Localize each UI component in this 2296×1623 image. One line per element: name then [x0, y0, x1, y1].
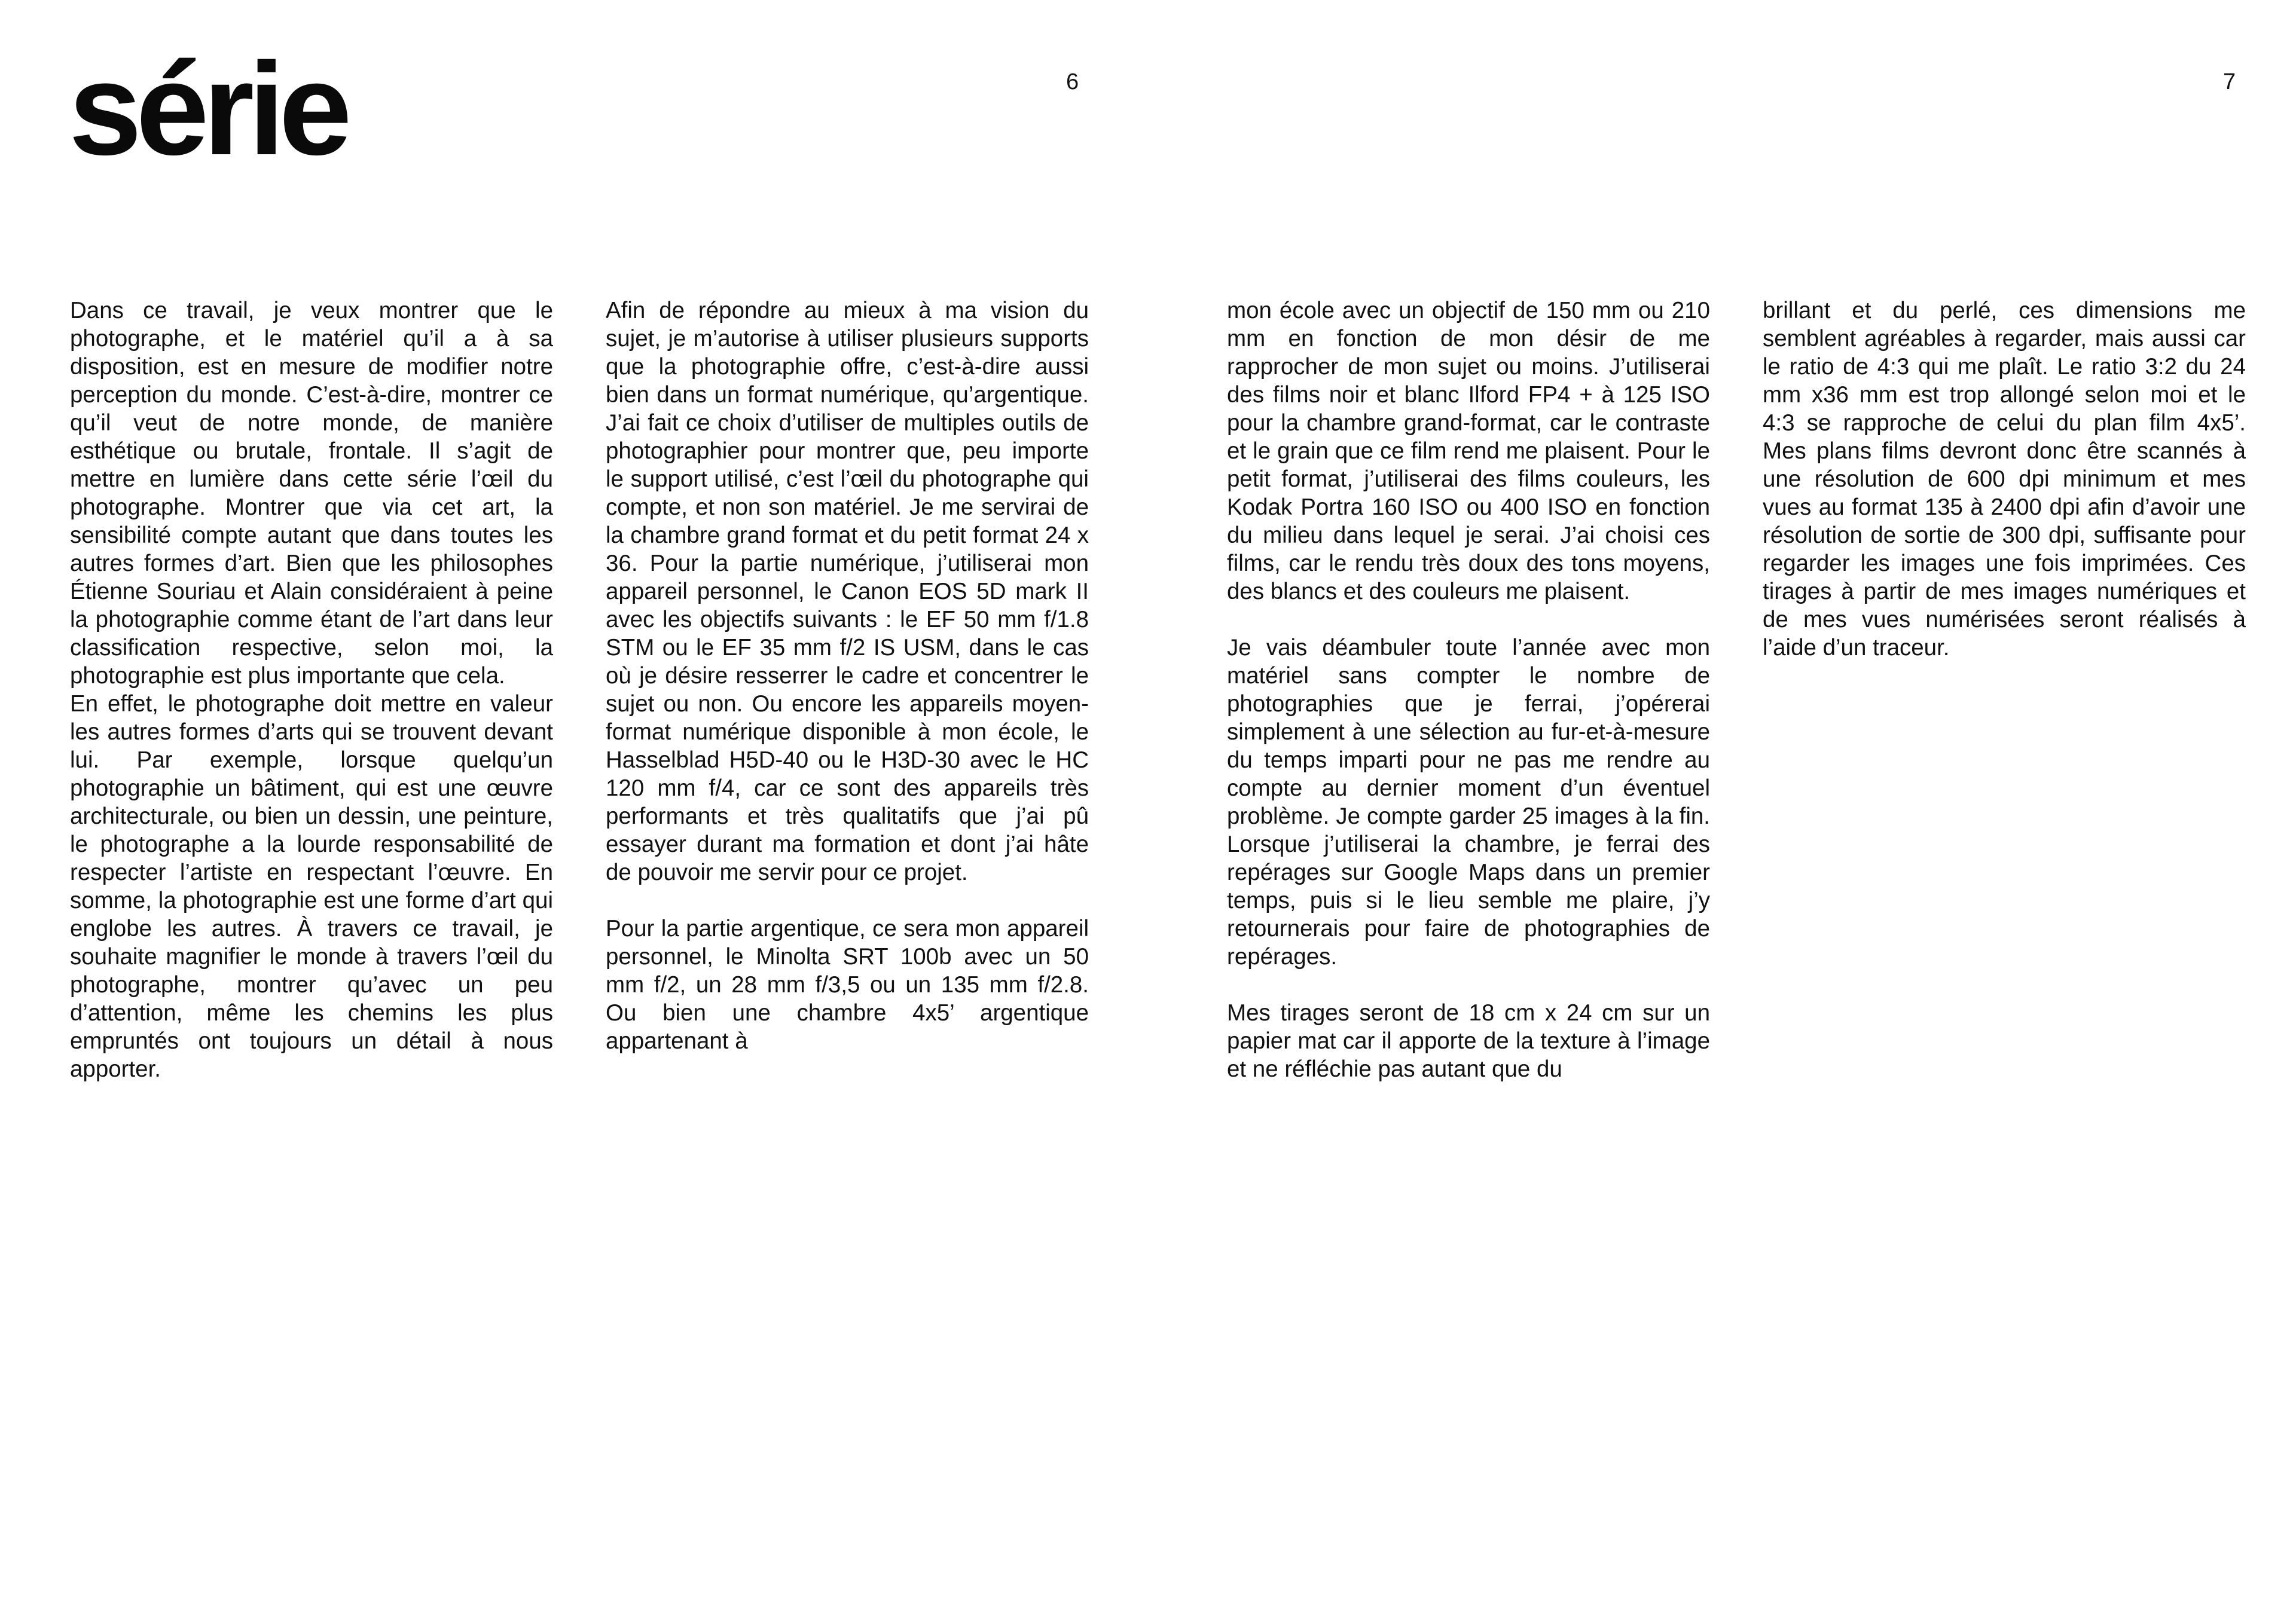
paragraph: Mes tirages seront de 18 cm x 24 cm sur un papier mat car il apporte de la texture à l’image et ne réfléchie pas autant que du: [1227, 1000, 1710, 1082]
paragraph: Je vais déambuler toute l’année avec mon matériel sans compter le nombre de photographies que je ferrai, j’opérerai simplement à une sélection au fur-et-à-mesure du temps imparti pour ne pas me rendre au compte au dernier moment d’un éventuel problème. Je compte garder 25 images à la fin. Lorsque j’utiliserai la chambre, je ferrai des repérages sur Google Maps dans un premier temps, puis si le lieu semble me plaire, j’y retournerais pour faire de photographies de repérages.: [1227, 635, 1710, 970]
text-column-3: [1227, 297, 1710, 1083]
text-column-2: [606, 297, 1089, 1055]
paragraph: mon école avec un objectif de 150 mm ou 210 mm en fonction de mon désir de me rapprocher de mon sujet ou moins. J’utiliserai des films noir et blanc Ilford FP4 + à 125 ISO pour la chambre grand-format, car le contraste et le grain que ce film rend me plaisent. Pour le petit format, j’utiliserai des films couleurs, les Kodak Portra 160 ISO ou 400 ISO en fonction du milieu dans lequel je serai. J’ai choisi ces films, car le rendu très doux des tons moyens, des blancs et des couleurs me plaisent.: [1227, 298, 1710, 604]
page-number-left: 6: [1066, 69, 1079, 94]
section-title: série: [69, 35, 346, 182]
text-column-4: [1763, 297, 2246, 662]
text-column-1: [70, 297, 553, 1083]
paragraph: En effet, le photographe doit mettre en valeur les autres formes d’arts qui se trouvent devant lui. Par exemple, lorsque quelqu’un photographie un bâtiment, qui est une œuvre architecturale, ou bien un dessin, une peinture, le photographe a la lourde responsabilité de respecter l’artiste en respectant l’œuvre. En somme, la photographie est une forme d’art qui englobe les autres. À travers ce travail, je souhaite magnifier le monde à travers l’œil du photographe, montrer qu’avec un peu d’attention, même les chemins les plus empruntés ont toujours un détail à nous apporter.: [70, 691, 553, 1082]
paragraph: Pour la partie argentique, ce sera mon appareil personnel, le Minolta SRT 100b avec un 50 mm f/2, un 28 mm f/3,5 ou un 135 mm f/2.8. Ou bien une chambre 4x5’ argentique appartenant à: [606, 916, 1089, 1054]
paragraph: brillant et du perlé, ces dimensions me semblent agréables à regarder, mais aussi car le ratio de 4:3 qui me plaît. Le ratio 3:2 du 24 mm x36 mm est trop allongé selon moi et le 4:3 se rapproche de celui du plan film 4x5’. Mes plans films devront donc être scannés à une résolution de 600 dpi minimum et mes vues au format 135 à 2400 dpi afin d’avoir une résolution de sortie de 300 dpi, suffisante pour regarder les images une fois imprimées. Ces tirages à partir de mes images numériques et de mes vues numérisées seront réalisés à l’aide d’un traceur.: [1763, 298, 2246, 661]
paragraph: Dans ce travail, je veux montrer que le photographe, et le matériel qu’il a à sa disposition, est en mesure de modifier notre perception du monde. C’est-à-dire, montrer ce qu’il veut de notre monde, de manière esthétique ou brutale, frontale. Il s’agit de mettre en lumière dans cette série l’œil du photographe. Montrer que via cet art, la sensibilité compte autant que dans toutes les autres formes d’art. Bien que les philosophes Étienne Souriau et Alain considéraient à peine la photographie comme étant de l’art dans leur classification respective, selon moi, la photographie est plus importante que cela.: [70, 298, 553, 689]
paragraph: Afin de répondre au mieux à ma vision du sujet, je m’autorise à utiliser plusieurs supports que la photographie offre, c’est-à-dire aussi bien dans un format numérique, qu’argentique. J’ai fait ce choix d’utiliser de multiples outils de photographier pour montrer que, peu importe le support utilisé, c’est l’œil du photographe qui compte, et non son matériel. Je me servirai de la chambre grand format et du petit format 24 x 36. Pour la partie numérique, j’utiliserai mon appareil personnel, le Canon EOS 5D mark II avec les objectifs suivants : le EF 50 mm f/1.8 STM ou le EF 35 mm f/2 IS USM, dans le cas où je désire resserrer le cadre et concentrer le sujet ou non. Ou encore les appareils moyen-format numérique disponible à mon école, le Hasselblad H5D-40 ou le H3D-30 avec le HC 120 mm f/4, car ce sont des appareils très performants et très qualitatifs que j’ai pû essayer durant ma formation et dont j’ai hâte de pouvoir me servir pour ce projet.: [606, 298, 1089, 885]
page-number-right: 7: [2223, 69, 2236, 94]
